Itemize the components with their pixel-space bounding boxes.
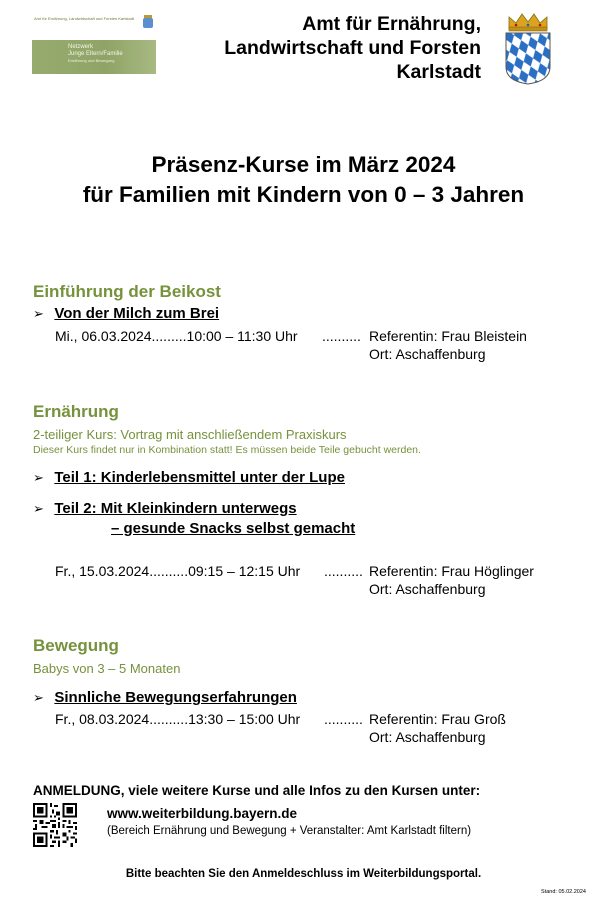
office-line3: Karlstadt bbox=[396, 61, 481, 83]
section-subtitle-ernaehrung: 2-teiliger Kurs: Vortrag mit anschließendem Praxiskurs bbox=[33, 427, 347, 442]
course-referent-bewegung bbox=[369, 711, 506, 745]
dots-leader: .......... bbox=[149, 563, 189, 579]
network-logo bbox=[32, 14, 156, 74]
referent: Referentin: Frau Höglinger bbox=[369, 563, 534, 579]
course-item-bewegung bbox=[33, 689, 297, 707]
bavaria-crest-icon bbox=[503, 11, 553, 85]
filter-hint: (Bereich Ernährung und Bewegung + Veranstalter: Amt Karlstadt filtern) bbox=[107, 825, 472, 837]
logo-top-text: Amt für Ernährung, Landwirtschaft und Forsten Karlstadt bbox=[34, 16, 135, 21]
arrow-bullet-icon: ➢ bbox=[33, 306, 44, 321]
course-item-teil1 bbox=[33, 469, 345, 487]
dots-leader-2: .......... bbox=[322, 328, 361, 344]
title-line1: Präsenz-Kurse im März 2024 bbox=[151, 152, 456, 177]
qr-code-icon bbox=[33, 803, 77, 847]
arrow-bullet-icon: ➢ bbox=[33, 501, 44, 516]
location: Ort: Aschaffenburg bbox=[369, 346, 486, 362]
section-heading-bewegung: Bewegung bbox=[33, 636, 119, 655]
office-line2: Landwirtschaft und Forsten bbox=[224, 37, 481, 59]
referent: Referentin: Frau Bleistein bbox=[369, 328, 527, 344]
location: Ort: Aschaffenburg bbox=[369, 729, 486, 745]
course-title-continued: – gesunde Snacks selbst gemacht bbox=[111, 520, 356, 537]
registration-heading: ANMELDUNG, viele weitere Kurse und alle Infos zu den Kursen unter: bbox=[33, 783, 481, 798]
dots-leader-2: .......... bbox=[324, 563, 363, 579]
stand-date: Stand: 05.02.2024 bbox=[541, 889, 586, 895]
course-item-beikost bbox=[33, 305, 219, 323]
dots-leader: ......... bbox=[151, 328, 187, 344]
course-details-beikost bbox=[55, 328, 298, 344]
logo-line3: Ernährung und Bewegung bbox=[68, 58, 115, 63]
location: Ort: Aschaffenburg bbox=[369, 581, 486, 597]
course-time: 10:00 – 11:30 Uhr bbox=[186, 328, 298, 344]
title-line2: für Familien mit Kindern von 0 – 3 Jahren bbox=[82, 182, 525, 207]
course-title: Sinnliche Bewegungserfahrungen bbox=[54, 689, 297, 706]
course-time: 09:15 – 12:15 Uhr bbox=[188, 563, 301, 579]
course-title: Teil 1: Kinderlebensmittel unter der Lupe bbox=[54, 469, 345, 486]
deadline-note: Bitte beachten Sie den Anmeldeschluss im Weiterbildungsportal. bbox=[125, 868, 482, 880]
page-title bbox=[0, 150, 607, 210]
course-title: Von der Milch zum Brei bbox=[54, 305, 220, 322]
section-subtitle-bewegung: Babys von 3 – 5 Monaten bbox=[33, 661, 181, 676]
course-referent-beikost bbox=[369, 328, 527, 362]
office-line1: Amt für Ernährung, bbox=[302, 13, 481, 35]
course-details-ernaehrung bbox=[55, 563, 300, 579]
course-date: Fr., 15.03.2024 bbox=[55, 563, 150, 579]
portal-url[interactable]: www.weiterbildung.bayern.de bbox=[107, 806, 298, 821]
course-item-teil2 bbox=[33, 500, 297, 518]
referent: Referentin: Frau Groß bbox=[369, 711, 506, 727]
course-date: Fr., 08.03.2024 bbox=[55, 711, 150, 727]
course-title: Teil 2: Mit Kleinkindern unterwegs bbox=[54, 500, 297, 517]
dots-leader-2: .......... bbox=[324, 711, 363, 727]
section-note-ernaehrung: Dieser Kurs findet nur in Kombination statt! Es müssen beide Teile gebucht werden. bbox=[33, 444, 421, 456]
arrow-bullet-icon: ➢ bbox=[33, 470, 44, 485]
mini-crest-icon bbox=[142, 15, 154, 29]
section-heading-ernaehrung: Ernährung bbox=[33, 402, 119, 421]
course-date: Mi., 06.03.2024 bbox=[55, 328, 152, 344]
dots-leader: .......... bbox=[149, 711, 189, 727]
logo-line2: Junge Eltern/Familie bbox=[68, 51, 123, 57]
logo-line1: Netzwerk bbox=[68, 44, 94, 50]
course-time: 13:30 – 15:00 Uhr bbox=[188, 711, 301, 727]
course-details-bewegung bbox=[55, 711, 300, 727]
course-referent-ernaehrung bbox=[369, 563, 534, 597]
office-name bbox=[224, 12, 481, 84]
section-heading-beikost: Einführung der Beikost bbox=[33, 282, 221, 301]
arrow-bullet-icon: ➢ bbox=[33, 690, 44, 705]
